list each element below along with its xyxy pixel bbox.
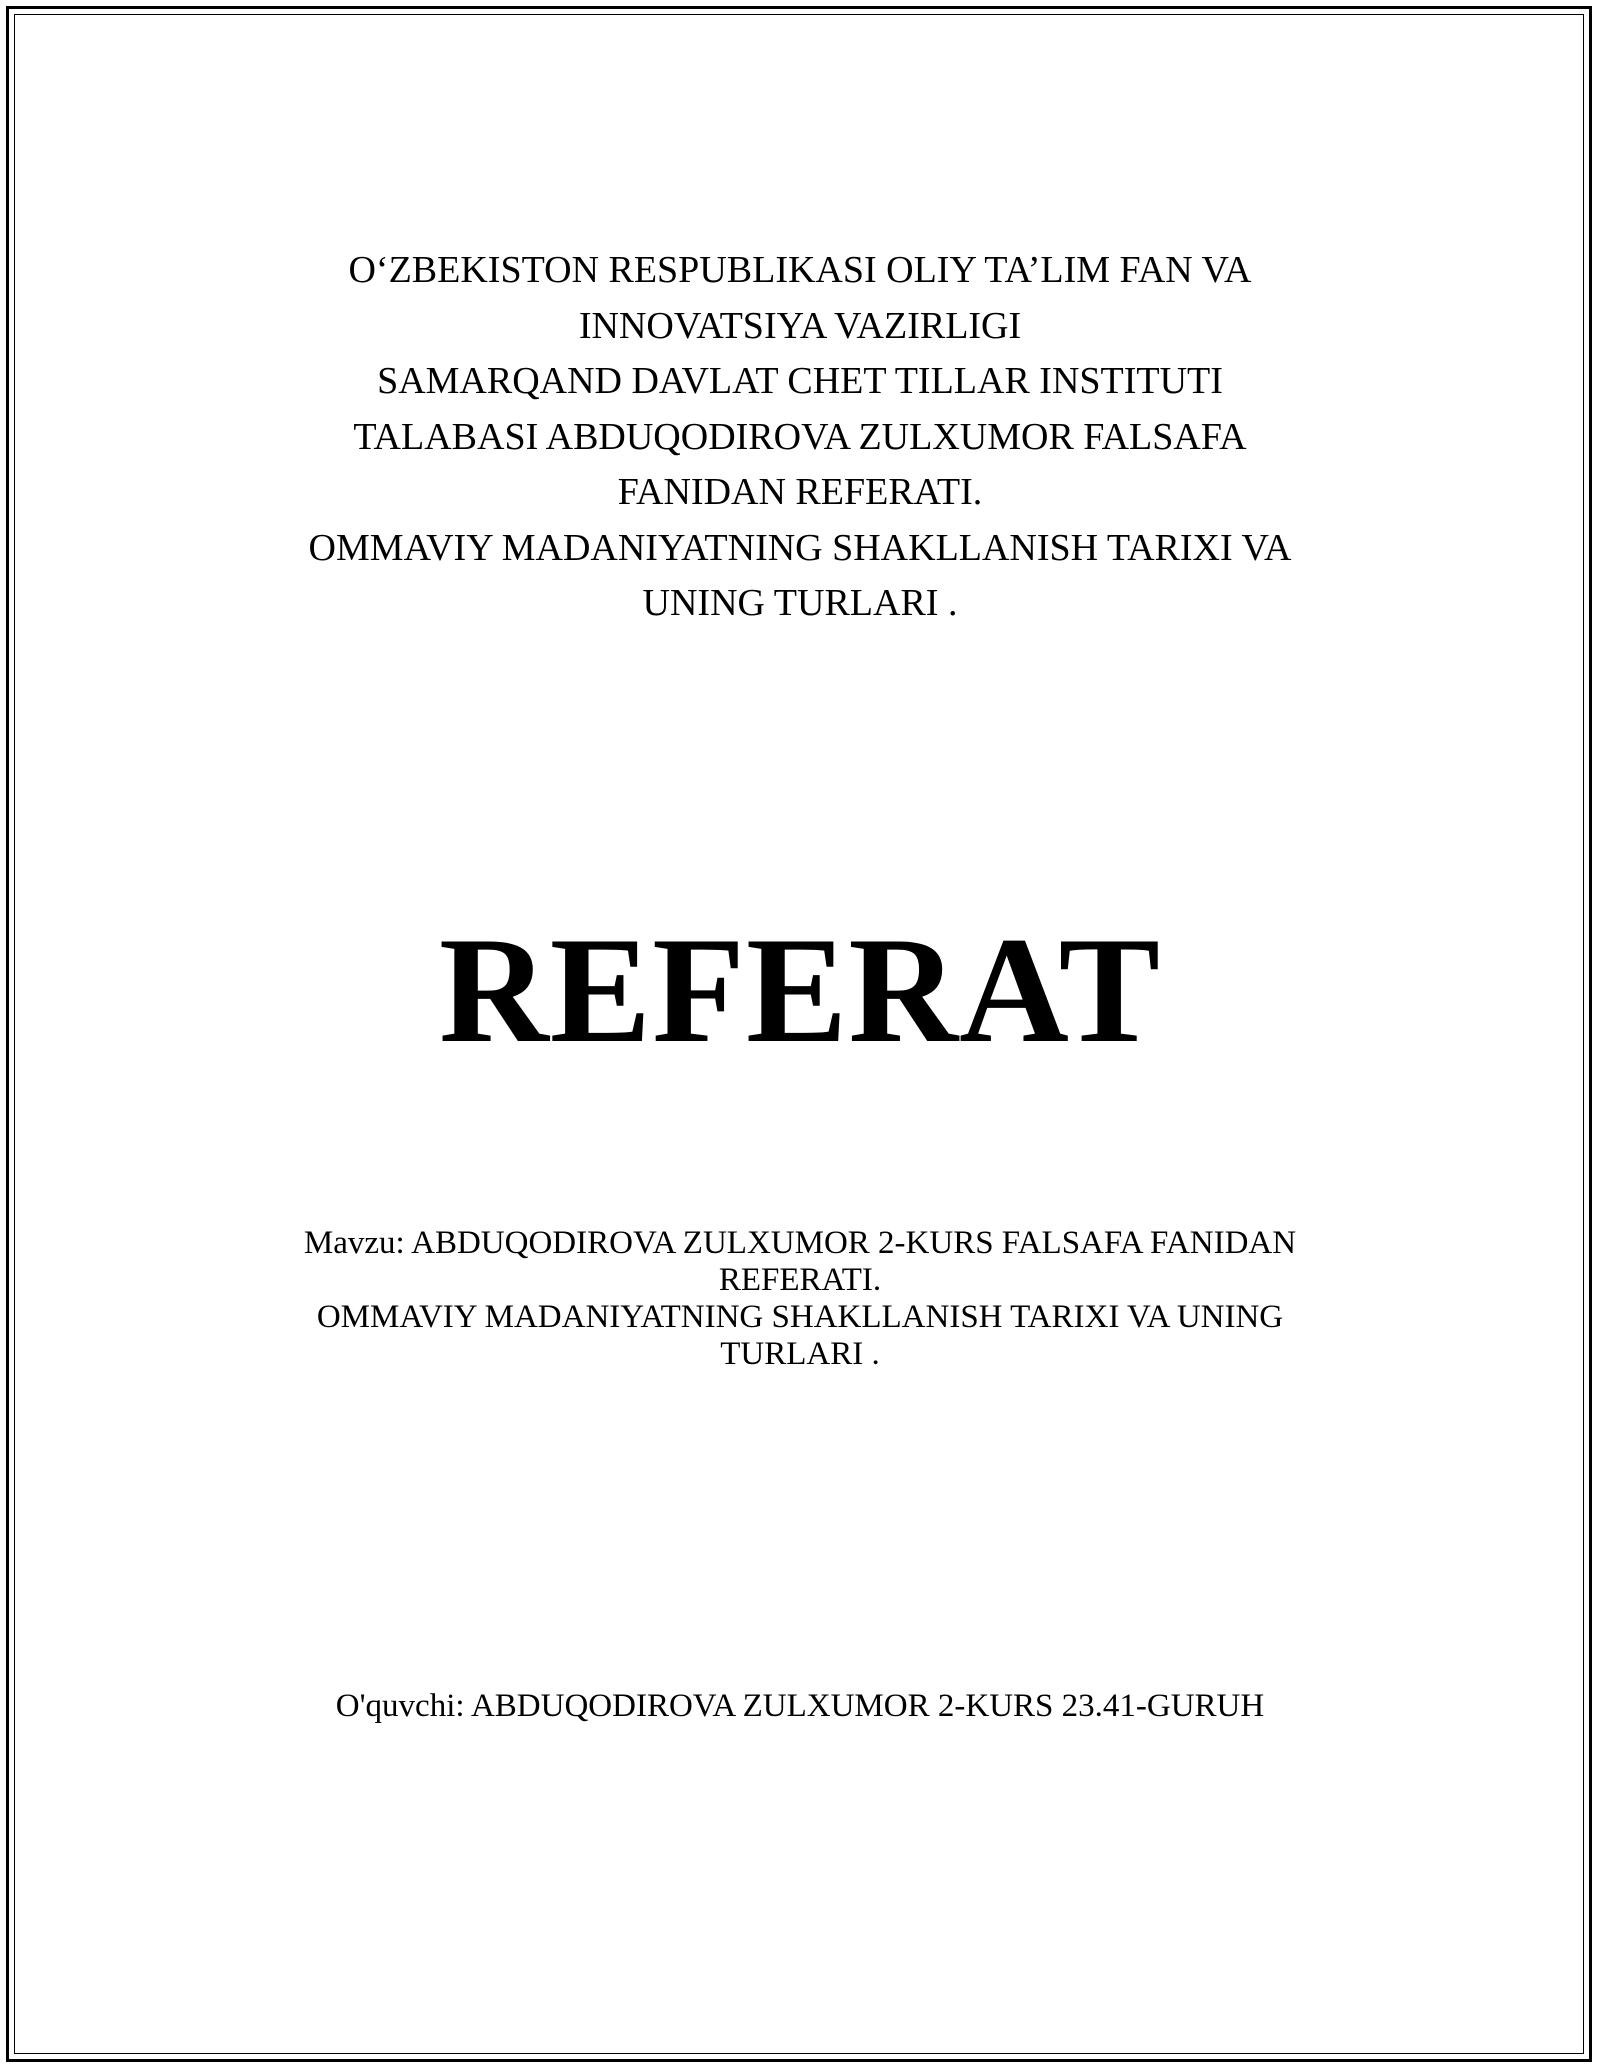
topic-line: OMMAVIY MADANIYATNING SHAKLLANISH TARIXI VA UNING [316, 1299, 1284, 1335]
header-line: O‘ZBEKISTON RESPUBLIKASI OLIY TA’LIM FAN VA [348, 249, 1252, 291]
header-line: UNING TURLARI . [642, 582, 958, 624]
header-line: OMMAVIY MADANIYATNING SHAKLLANISH TARIXI VA [308, 526, 1292, 569]
student-info: O'quvchi: ABDUQODIROVA ZULXUMOR 2-KURS 23.41-GURUH [335, 1688, 1265, 1724]
document-title: REFERAT [438, 906, 1162, 1074]
topic-block [0, 1225, 1600, 1373]
topic-line: Mavzu: ABDUQODIROVA ZULXUMOR 2-KURS FALSAFA FANIDAN [303, 1225, 1297, 1261]
topic-line: REFERATI. [718, 1262, 882, 1298]
header-line: TALABASI ABDUQODIROVA ZULXUMOR FALSAFA [353, 415, 1247, 458]
header-line: FANIDAN REFERATI. [617, 471, 983, 513]
institution-header [0, 243, 1600, 632]
header-line: SAMARQAND DAVLAT CHET TILLAR INSTITUTI [377, 360, 1223, 402]
header-line: INNOVATSIYA VAZIRLIGI [578, 304, 1022, 347]
topic-line: TURLARI . [720, 1336, 880, 1372]
